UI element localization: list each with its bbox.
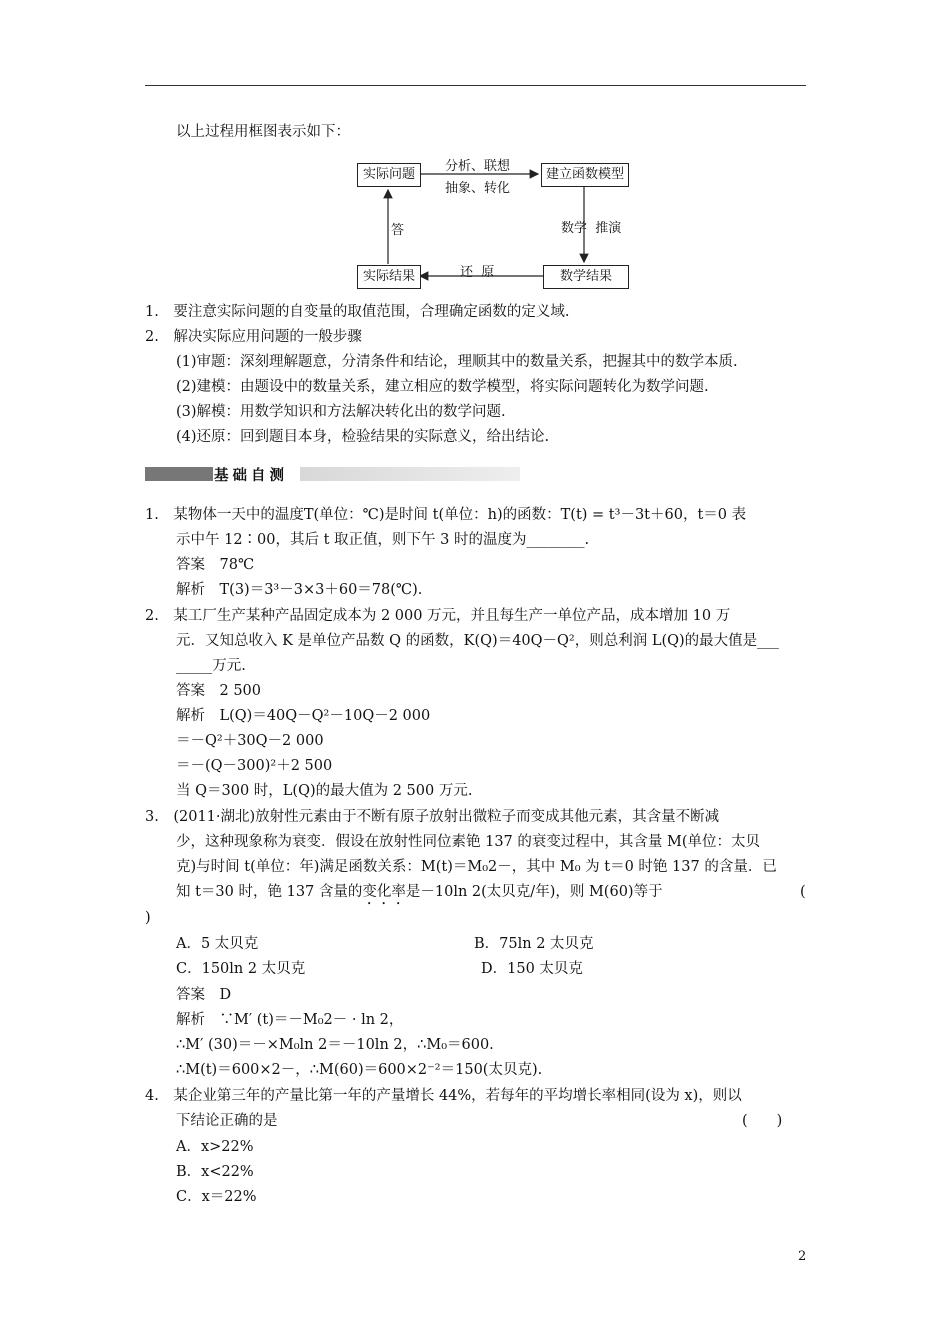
q3-emphasis-rate: 变化率: [362, 884, 406, 900]
box-actual-problem: 实际问题: [357, 163, 421, 187]
note-step-1: (1)审题：深刻理解题意，分清条件和结论，理顺其中的数量关系，把握其中的数学本质.: [176, 354, 738, 370]
q3-option-a: A．5 太贝克: [176, 936, 259, 952]
label-abstract: 抽象、转化: [445, 181, 511, 196]
q4-paren: ( ): [742, 1113, 783, 1129]
section-bar: [145, 467, 213, 481]
q4-line-1: 4. 某企业第三年的产量比第一年的产量增长 44%，若每年的平均增长率相同(设为 x)，则以: [145, 1088, 742, 1104]
note-step-4: (4)还原：回到题目本身，检验结果的实际意义，给出结论.: [176, 429, 550, 445]
label-derive: 数学 推演: [561, 221, 622, 236]
q2-solution-3: ＝－(Q－300)²＋2 500: [176, 758, 333, 774]
q4-line-2: 下结论正确的是: [176, 1113, 278, 1129]
q3-option-d: D．150 太贝克: [481, 961, 583, 977]
q3-solution-1: 解析 ∵M′ (t)＝－M₀2－ · ln 2，: [176, 1012, 404, 1028]
q1-line-2: 示中午 12∶00，其后 t 取正值，则下午 3 时的温度为________.: [176, 532, 590, 548]
q3-line-2: 少，这种现象称为衰变．假设在放射性同位素铯 137 的衰变过程中，其含量 M(单位：太贝: [176, 834, 761, 850]
box-actual-result: 实际结果: [357, 265, 421, 289]
q4-option-b: B．x<22%: [176, 1164, 254, 1180]
q3-line-4: [176, 882, 663, 908]
q4-option-c: C．x＝22%: [176, 1189, 257, 1205]
box-function-model: 建立函数模型: [541, 163, 629, 187]
q1-solution: 解析 T(3)＝3³－3×3＋60＝78(℃).: [176, 582, 423, 598]
note-2: 2. 解决实际应用问题的一般步骤: [145, 329, 362, 345]
q3-line-4-end: 是－10ln 2(太贝克/年)，则 M(60)等于: [405, 884, 663, 900]
section-title: 基础自测: [214, 468, 288, 484]
q1-line-1: 1. 某物体一天中的温度T(单位：℃)是时间 t(单位：h)的函数：T(t) = t³－3t＋60，t＝0 表: [145, 507, 747, 523]
q3-paren-open: (: [800, 884, 806, 900]
note-1: 1. 要注意实际问题的自变量的取值范围，合理确定函数的定义域.: [145, 304, 570, 320]
note-step-3: (3)解模：用数学知识和方法解决转化出的数学问题.: [176, 404, 506, 420]
q3-solution-2: ∴M′ (30)＝－×M₀ln 2＝－10ln 2，∴M₀＝600.: [176, 1037, 494, 1053]
q3-line-1: 3. (2011·湖北)放射性元素由于不断有原子放射出微粒子而变成其他元素，其含量不断减: [145, 809, 720, 825]
box-math-result: 数学结果: [543, 265, 629, 289]
q2-line-1: 2. 某工厂生产某种产品固定成本为 2 000 万元，并且每生产一单位产品，成本增加 10 万: [145, 608, 731, 624]
note-step-2: (2)建模：由题设中的数量关系，建立相应的数学模型，将实际问题转化为数学问题.: [176, 379, 709, 395]
q1-answer: 答案 78℃: [176, 557, 255, 573]
page-number: 2: [798, 1249, 807, 1264]
q4-option-a: A．x>22%: [176, 1139, 254, 1155]
q3-option-b: B．75ln 2 太贝克: [474, 936, 594, 952]
label-restore: 还 原: [460, 265, 495, 280]
intro-text: 以上过程用框图表示如下：: [176, 124, 350, 140]
q2-solution-1: 解析 L(Q)＝40Q－Q²－10Q－2 000: [176, 708, 431, 724]
q3-option-c: C．150ln 2 太贝克: [176, 961, 306, 977]
q3-solution-3: ∴M(t)＝600×2－，∴M(60)＝600×2⁻²＝150(太贝克).: [176, 1062, 543, 1078]
q2-solution-2: ＝－Q²＋30Q－2 000: [176, 733, 324, 749]
header-rule: [145, 85, 806, 86]
q2-answer: 答案 2 500: [176, 683, 262, 699]
label-analyze: 分析、联想: [445, 159, 511, 174]
q3-line-3: 克)与时间 t(单位：年)满足函数关系：M(t)＝M₀2－，其中 M₀ 为 t＝0 时铯 137 的含量．已: [176, 859, 777, 875]
q3-line-4-start: 知 t＝30 时，铯 137 含量的: [176, 884, 363, 900]
q2-line-2: 元．又知总收入 K 是单位产品数 Q 的函数，K(Q)＝40Q－Q²，则总利润 L(Q)的最大值是___: [176, 633, 779, 649]
section-bar-fade: [300, 467, 520, 481]
q2-solution-4: 当 Q＝300 时，L(Q)的最大值为 2 500 万元.: [176, 783, 473, 799]
q3-paren-close: ): [145, 910, 151, 926]
q2-line-3: _____万元.: [176, 658, 246, 674]
label-answer: 答: [391, 223, 405, 238]
q3-answer: 答案 D: [176, 987, 232, 1003]
